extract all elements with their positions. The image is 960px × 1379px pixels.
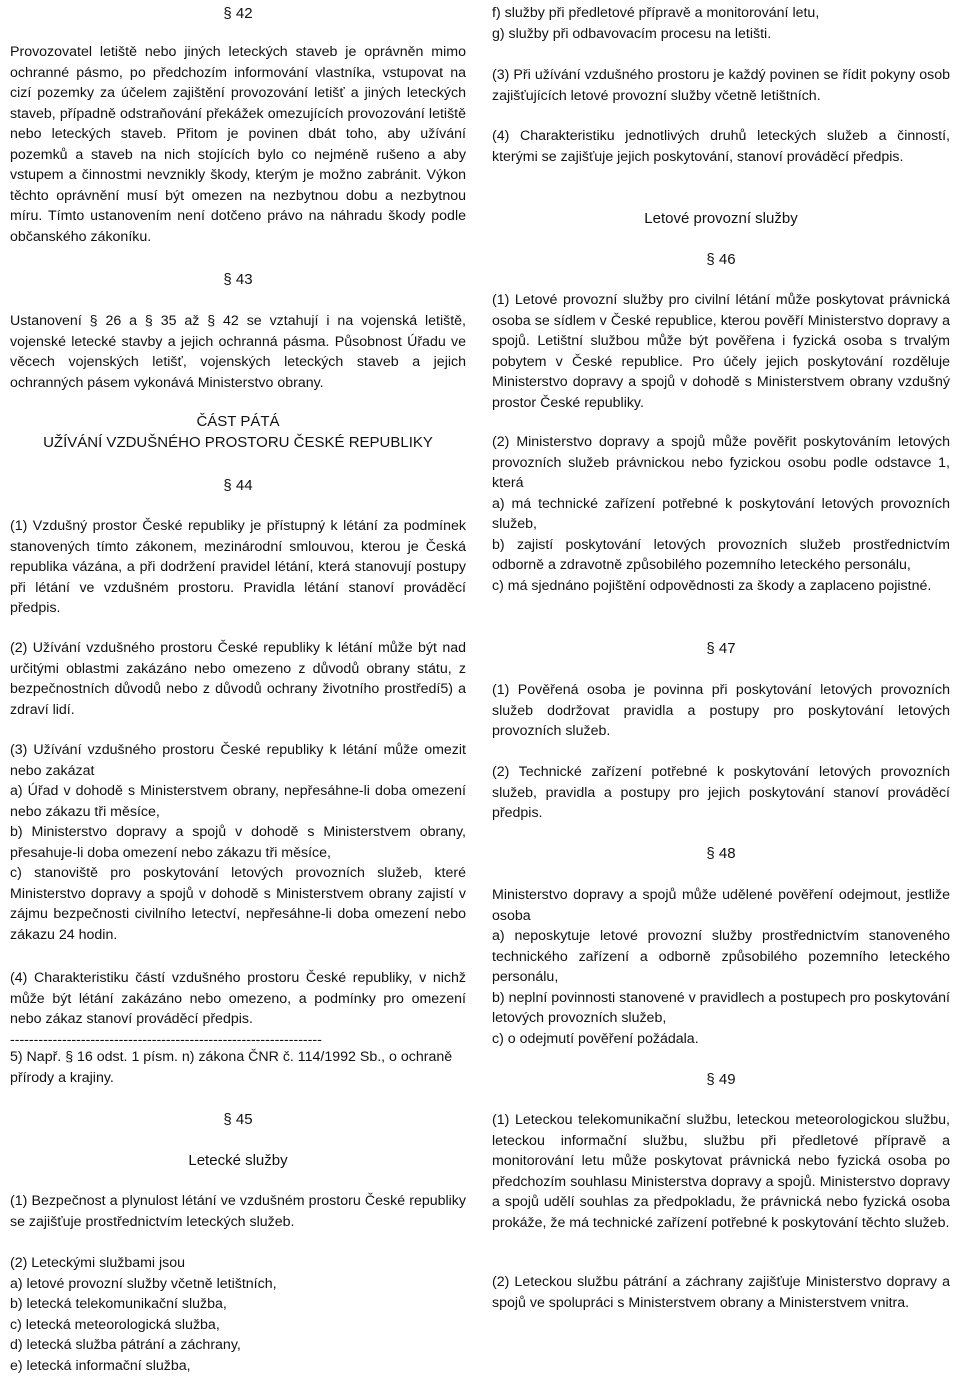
list-item: a) má technické zařízení potřebné k poskytování letových provozních služeb, [492, 495, 950, 532]
section-47-title: § 47 [706, 640, 736, 657]
section-44-title: § 44 [223, 477, 253, 494]
section-49-paragraph-2: (2) Leteckou službu pátrání a záchrany zajišťuje Ministerstvo dopravy a spojů ve spolupráci s Ministerstvem obrany a Ministerstvem vnitra. [492, 1274, 950, 1311]
list-item: b) zajistí poskytování letových provozních služeb prostřednictvím odborně a zdravotně způsobilého pozemního leteckého personálu, [492, 536, 950, 573]
section-46-paragraph-2 [492, 432, 950, 596]
list-item: a) neposkytuje letové provozní služby prostřednictvím stanoveného technického zařízení a odborně způsobilého pozemního leteckého personálu, [492, 928, 950, 985]
section-49-paragraph-1: (1) Leteckou telekomunikační službu, leteckou meteorologickou službu, leteckou informační službu, službu při předletové přípravě a monitorování letu může poskytovat právnická nebo fyzická osoba po předchozím souhlasu Ministerstva dopravy a spojů. Ministerstvo dopravy a spojů udělí souhlas za předpokladu, že právnická nebo fyzická osoba prokáže, že má technické zařízení potřebné k poskytování těchto služeb. [492, 1112, 950, 1231]
list-item: a) Úřad v dohodě s Ministerstvem obrany, nepřesáhne-li doba omezení nebo zákazu tři měsíce, [10, 783, 466, 820]
paragraph-intro: Ministerstvo dopravy a spojů může udělené pověření odejmout, jestliže osoba [492, 887, 950, 924]
paragraph-intro: (2) Ministerstvo dopravy a spojů může pověřit poskytováním letových provozních služeb právnickou nebo fyzickou osobu podle odstavce 1, která [492, 434, 950, 491]
list-item: c) letecká meteorologická služba, [10, 1316, 220, 1333]
list-item: a) letové provozní služby včetně letištních, [10, 1275, 277, 1292]
section-45-paragraph-2 [10, 1253, 466, 1376]
list-item: c) stanoviště pro poskytování letových provozních služeb, které Ministerstvo dopravy a spojů v dohodě s Ministerstvem obrany zajistí v zájmu bezpečnosti civilního letectví, nepřesáhne-li doba omezení nebo zákazu 24 hodin. [10, 865, 466, 943]
list-item: b) neplní povinnosti stanovené v pravidlech a postupech pro poskytování letových provozních služeb, [492, 989, 950, 1026]
footnote-divider: ------------------------------------------------------------------ [10, 1032, 322, 1048]
list-item: g) služby při odbavovacím procesu na letišti. [492, 25, 772, 42]
section-43-title: § 43 [223, 271, 253, 288]
section-45-paragraph-3: (3) Při užívání vzdušného prostoru je každý povinen se řídit pokyny osob zajišťujících letové provozní služby včetně letištních. [492, 67, 950, 104]
list-item: b) letecká telekomunikační služba, [10, 1296, 227, 1312]
section-44-paragraph-3 [10, 740, 466, 945]
section-45-title: § 45 [223, 1111, 253, 1128]
paragraph-intro: (2) Leteckými službami jsou [10, 1255, 186, 1271]
list-item: b) Ministerstvo dopravy a spojů v dohodě s Ministerstvem obrany, přesahuje-li doba omezení nebo zákazu tři měsíce, [10, 824, 466, 861]
list-item: c) o odejmutí pověření požádala. [492, 1030, 699, 1047]
section-48-paragraph [492, 885, 950, 1049]
section-45-paragraph-1: (1) Bezpečnost a plynulost létání ve vzdušném prostoru České republiky se zajišťuje prostřednictvím leteckých služeb. [10, 1193, 466, 1230]
section-47-paragraph-2: (2) Technické zařízení potřebné k poskytování letových provozních služeb, pravidla a postupy pro jejich poskytování stanoví prováděcí předpis. [492, 764, 950, 821]
footnote: 5) Např. § 16 odst. 1 písm. n) zákona ČNR č. 114/1992 Sb., o ochraně přírody a krajiny. [10, 1049, 453, 1086]
list-item: c) má sjednáno pojištění odpovědnosti za škody a zaplaceno pojistné. [492, 577, 932, 594]
list-item: d) letecká služba pátrání a záchrany, [10, 1337, 241, 1353]
section-49-title: § 49 [706, 1071, 736, 1088]
section-42-title: § 42 [223, 5, 253, 22]
section-46-paragraph-1: (1) Letové provozní služby pro civilní létání může poskytovat právnická osoba se sídlem v České republice, kterou pověří Ministerstvo dopravy a spojů. Letištní službou může být pověřena i fyzická osoba s trvalým pobytem v České republice. Pro účely jejich poskytování rozděluje Ministerstvo dopravy a spojů v dohodě s Ministerstvem obrany vzdušný prostor České republiky. [492, 292, 950, 411]
section-43-paragraph: Ustanovení § 26 a § 35 až § 42 se vztahují i na vojenská letiště, vojenské letecké stavby a jejich ochranná pásma. Působnost Úřadu ve věcech vojenských letišť, vojenských leteckých staveb a jejich ochranných pásem vykonává Ministerstvo obrany. [10, 313, 466, 391]
section-44-paragraph-2: (2) Užívání vzdušného prostoru České republiky k létání může být nad určitými oblastmi zakázáno nebo omezeno z důvodů obrany státu, z bezpečnostních důvodů nebo z důvodů ochrany životního prostředí5) a zdraví lidí. [10, 640, 466, 718]
section-46-heading: Letové provozní služby [644, 210, 798, 227]
part-title: ČÁST PÁTÁ [196, 413, 280, 430]
section-45-paragraph-2-continued [492, 3, 950, 44]
part-subtitle: UŽÍVÁNÍ VZDUŠNÉHO PROSTORU ČESKÉ REPUBLIKY [43, 434, 433, 451]
section-45-heading: Letecké služby [188, 1152, 288, 1169]
section-47-paragraph-1: (1) Pověřená osoba je povinna při poskytování letových provozních služeb dodržovat pravidla a postupy pro poskytování letových provozních služeb. [492, 682, 950, 739]
section-44-paragraph-1: (1) Vzdušný prostor České republiky je přístupný k létání za podmínek stanovených tímto zákonem, mezinárodní smlouvou, kterou je Česká republika vázána, a při dodržení pravidel létání, která stanovují postupy při létání ve vzdušném prostoru. Pravidla létání stanoví prováděcí předpis. [10, 518, 466, 616]
section-44-paragraph-4: (4) Charakteristiku částí vzdušného prostoru České republiky, v nichž může být létání zakázáno nebo omezeno, a podmínky pro omezení nebo zákaz stanoví prováděcí předpis. [10, 970, 466, 1027]
section-42-paragraph: Provozovatel letiště nebo jiných leteckých staveb je oprávněn mimo ochranné pásmo, po předchozím informování vlastníka, vstupovat na cizí pozemky za účelem zajištění provozování letišť a jiných leteckých staveb, případně odstraňování překážek omezujících provozování letiště nebo leteckých staveb. Přitom je povinen dbát toho, aby užívání pozemků a staveb na nich stojících bylo co nejméně rušeno a aby vstupem a činnostmi nevznikly škody, kterým je možno zabránit. Výkon těchto oprávnění musí být omezen na nezbytnou dobu a nezbytnou míru. Tímto ustanovením není dotčeno právo na náhradu škody podle občanského zákoníku. [10, 44, 466, 245]
section-46-title: § 46 [706, 251, 736, 268]
paragraph-intro: (3) Užívání vzdušného prostoru České republiky k létání může omezit nebo zakázat [10, 742, 466, 779]
list-item: e) letecká informační služba, [10, 1357, 191, 1374]
list-item: f) služby při předletové přípravě a monitorování letu, [492, 5, 820, 21]
section-45-paragraph-4: (4) Charakteristiku jednotlivých druhů leteckých služeb a činností, kterými se zajišťuje jejich poskytování, stanoví prováděcí předpis. [492, 128, 950, 165]
section-48-title: § 48 [706, 845, 736, 862]
